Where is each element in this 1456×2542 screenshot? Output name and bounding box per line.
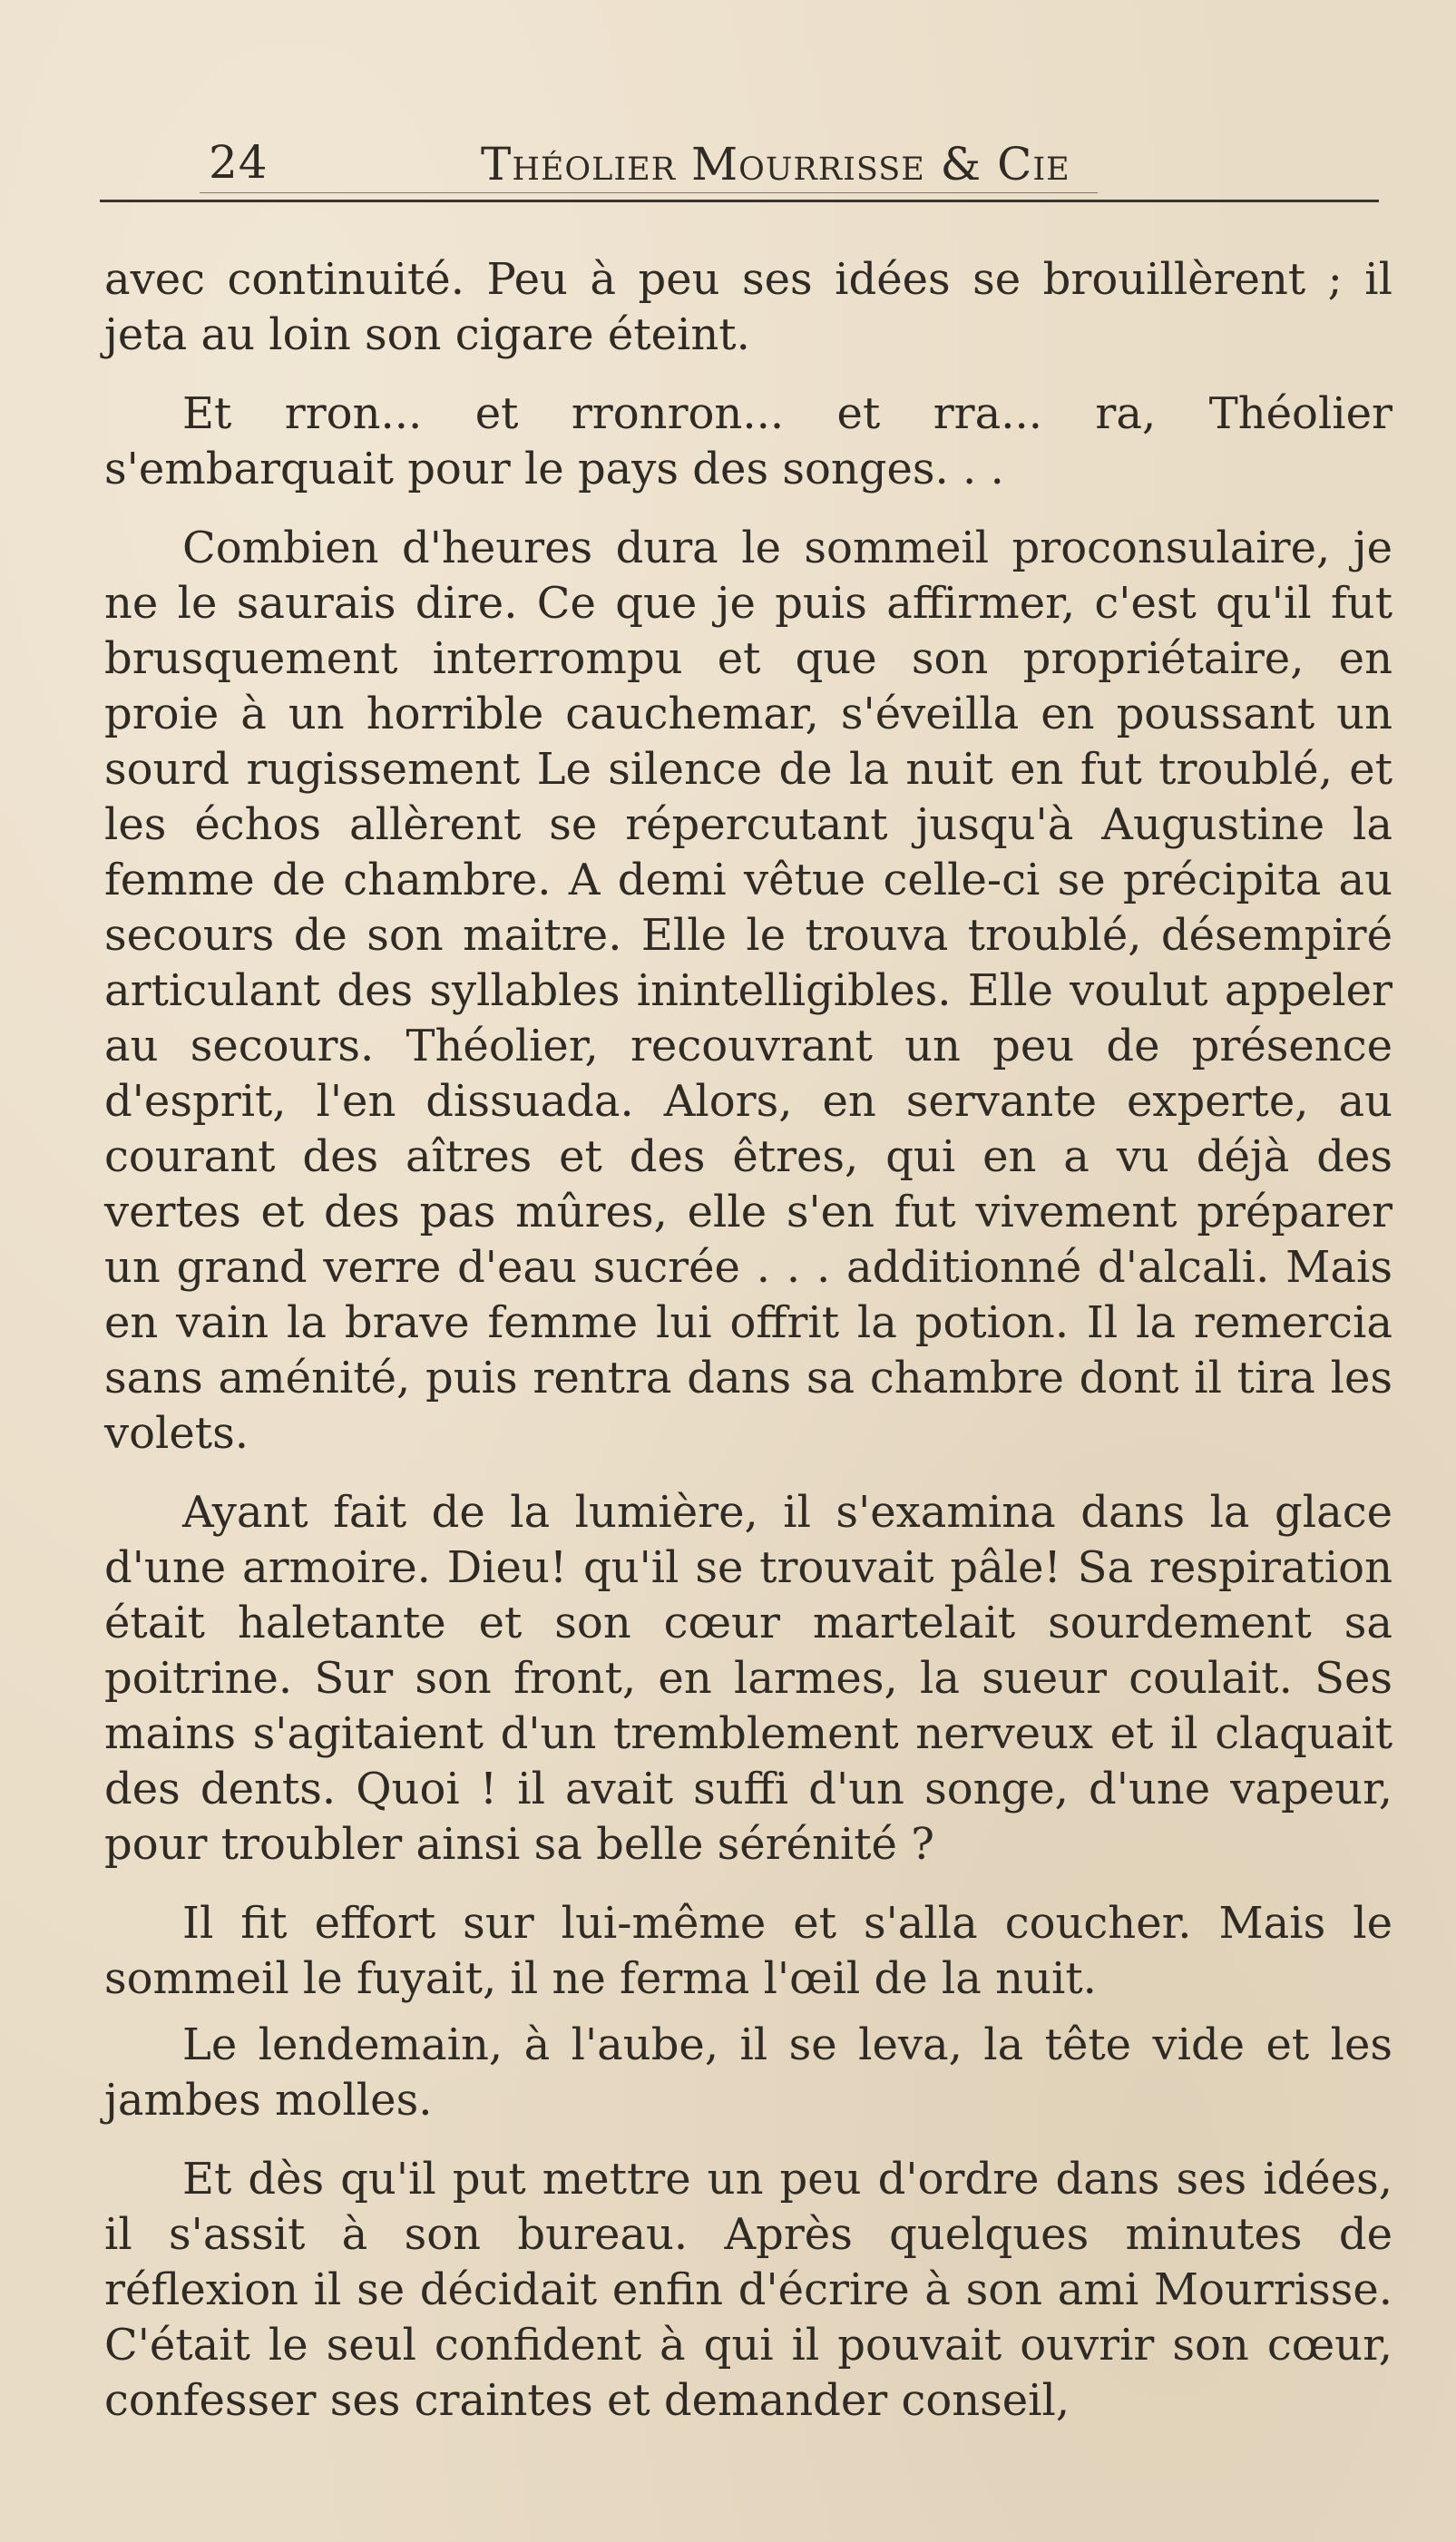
- header-rule-thin: [200, 192, 1098, 193]
- paragraph-4: Ayant fait de la lumière, il s'examina dans la glace d'une armoire. Dieu! qu'il se trouvait pâle! Sa respiration était haletante et son cœur martelait sourdement sa poitrine. Sur son front, en larmes, la sueur coulait. Ses mains s'agitaient d'un tremblement nerveux et il claquait des dents. Quoi ! il avait suffi d'un songe, d'une vapeur, pour troubler ainsi sa belle sérénité ?: [104, 1487, 1392, 1870]
- body-text: [104, 252, 1392, 2429]
- paragraph-3: Combien d'heures dura le sommeil proconsulaire, je ne le saurais dire. Ce que je puis affirmer, c'est qu'il fut brusquement interrompu et que son propriétaire, en proie à un horrible cauchemar, s'éveilla en poussant un sourd rugissement Le silence de la nuit en fut troublé, et les échos allèrent se répercutant jusqu'à Augustine la femme de chambre. A demi vêtue celle-ci se précipita au secours de son maitre. Elle le trouva troublé, désempiré articulant des syllables inintelligibles. Elle voulut appeler au secours. Théolier, recouvrant un peu de présence d'esprit, l'en dissuada. Alors, en servante experte, au courant des aîtres et des êtres, qui en a vu déjà des vertes et des pas mûres, elle s'en fut vivement préparer un grand verre d'eau sucrée . . . additionné d'alcali. Mais en vain la brave femme lui offrit la potion. Il la remercia sans aménité, puis rentra dans sa chambre dont il tira les volets.: [104, 523, 1392, 1459]
- paragraph-1: avec continuité. Peu à peu ses idées se brouillèrent ; il jeta au loin son cigare éteint.: [104, 254, 1392, 360]
- running-head: Théolier Mourrisse & Cie: [481, 138, 1070, 191]
- page-header: [100, 127, 1379, 209]
- paragraph-6: Le lendemain, à l'aube, il se leva, la tête vide et les jambes molles.: [104, 2019, 1392, 2126]
- paragraph-2: Et rron... et rronron... et rra... ra, Théolier s'embarquait pour le pays des songes. . .: [104, 388, 1392, 494]
- header-rule: [100, 200, 1379, 202]
- paragraph-5: Il fit effort sur lui-même et s'alla coucher. Mais le sommeil le fuyait, il ne ferma l'œil de la nuit.: [104, 1898, 1392, 2004]
- page-number: 24: [209, 136, 269, 189]
- paragraph-7: Et dès qu'il put mettre un peu d'ordre dans ses idées, il s'assit à son bureau. Après quelques minutes de réflexion il se décidait enfin d'écrire à son ami Mourrisse. C'était le seul confident à qui il pouvait ouvrir son cœur, confesser ses craintes et demander conseil,: [104, 2154, 1392, 2426]
